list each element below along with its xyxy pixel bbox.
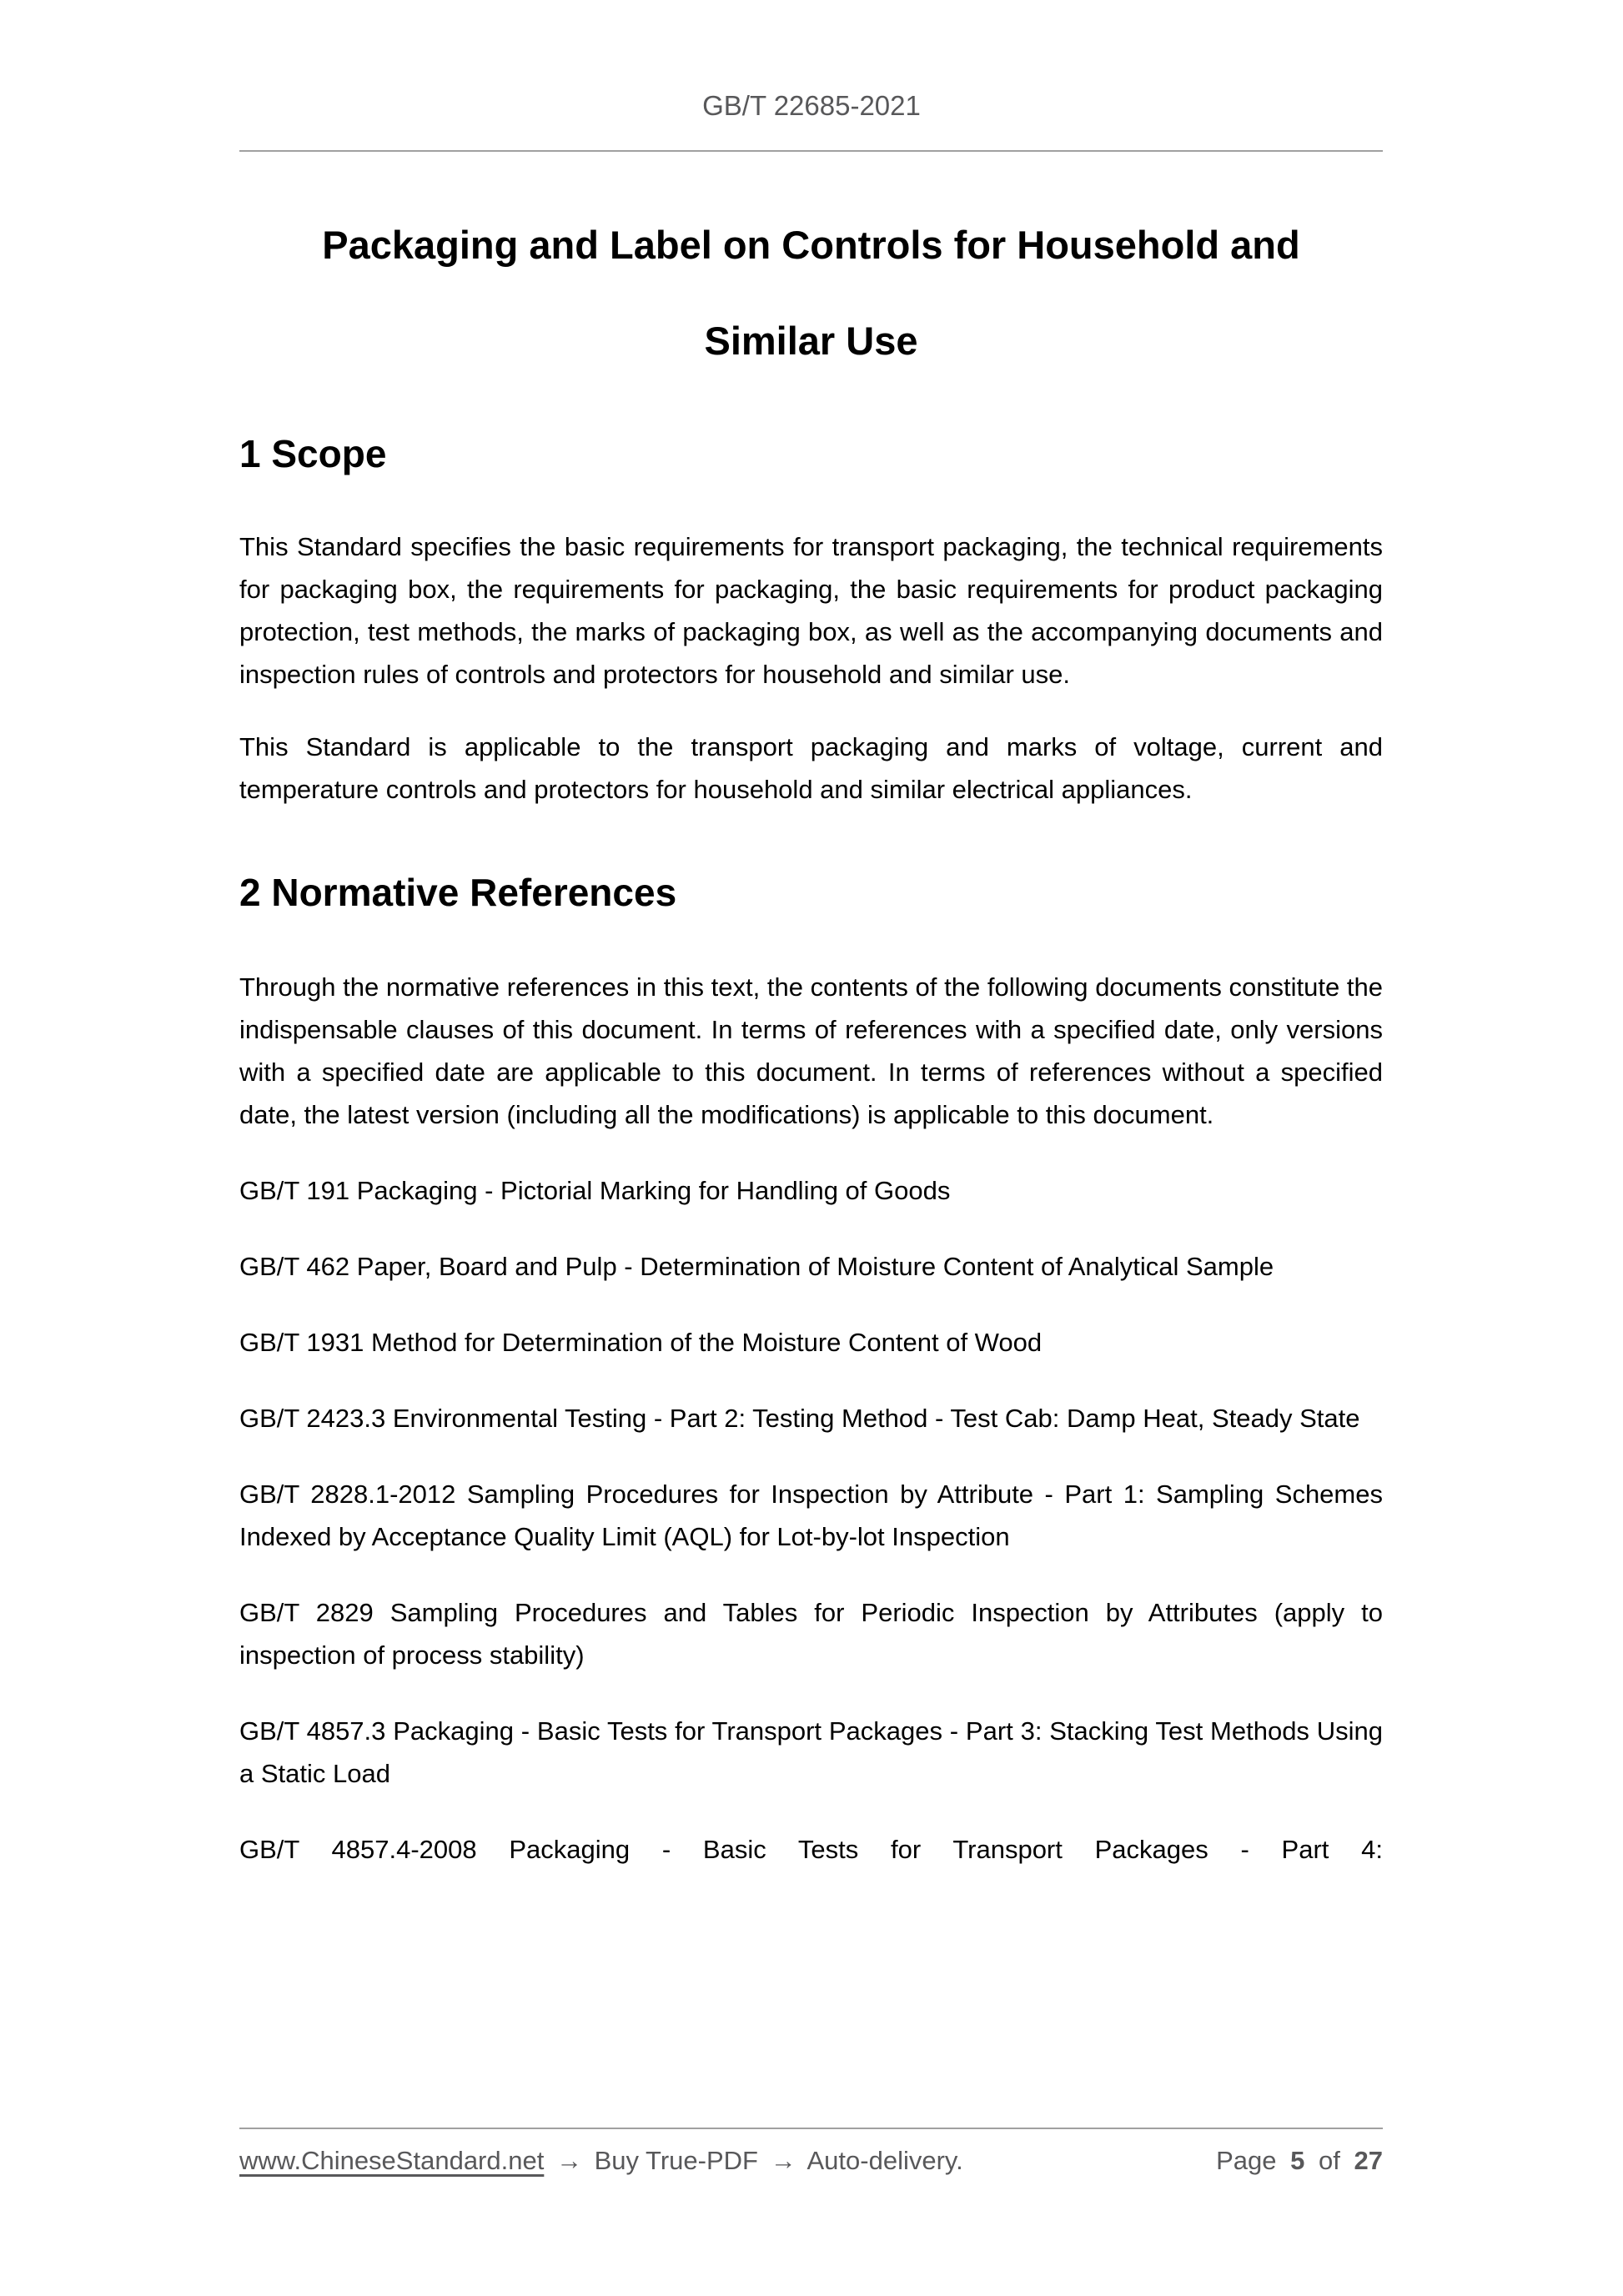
reference-item-continued: GB/T 4857.4-2008 Packaging - Basic Tests for Transport Packages - Part 4:	[239, 1835, 1383, 1864]
reference-item: GB/T 2828.1-2012 Sampling Procedures for Inspection by Attribute - Part 1: Sampling Schemes Indexed by Acceptance Quality Limit (AQL) for Lot-by-lot Inspection	[239, 1480, 1383, 1551]
reference-item: GB/T 191 Packaging - Pictorial Marking for Handling of Goods	[239, 1176, 951, 1205]
page-title	[239, 197, 1383, 389]
header-rule	[239, 150, 1383, 152]
section-heading-scope: 1 Scope	[239, 432, 387, 475]
footer-buy-label: Buy True-PDF	[594, 2146, 758, 2175]
reference-item: GB/T 1931 Method for Determination of the Moisture Content of Wood	[239, 1328, 1043, 1357]
reference-item: GB/T 4857.3 Packaging - Basic Tests for Transport Packages - Part 3: Stacking Test Methods Using a Static Load	[239, 1716, 1383, 1788]
page-footer	[239, 2145, 1383, 2177]
footer-delivery-label: Auto-delivery.	[806, 2146, 963, 2175]
page-content	[239, 197, 1383, 1871]
footer-left	[239, 2145, 963, 2177]
reference-item: GB/T 2829 Sampling Procedures and Tables for Periodic Inspection by Attributes (apply to inspection of process stability)	[239, 1598, 1383, 1670]
total-pages-number: 27	[1354, 2146, 1383, 2175]
section-heading-normative-references: 2 Normative References	[239, 871, 677, 914]
scope-paragraph-1: This Standard specifies the basic requirements for transport packaging, the technical requirements for packaging box, the requirements for packaging, the basic requirements for product packaging protection, test methods, the marks of packaging box, as well as the accompanying documents and inspection rules of controls and protectors for household and similar use.	[239, 532, 1383, 689]
reference-item: GB/T 2423.3 Environmental Testing - Part 2: Testing Method - Test Cab: Damp Heat, Steady State	[239, 1404, 1360, 1433]
page-label: Page	[1216, 2146, 1277, 2175]
normative-intro-paragraph: Through the normative references in this text, the contents of the following documents constitute the indispensable clauses of this document. In terms of references with a specified date, only versions with a specified date are applicable to this document. In terms of references without a specified date, the latest version (including all the modifications) is applicable to this document.	[239, 972, 1383, 1129]
site-link[interactable]: www.ChineseStandard.net	[239, 2146, 545, 2175]
current-page-number: 5	[1290, 2146, 1305, 2175]
page-title-line-1: Packaging and Label on Controls for Household and	[322, 223, 1300, 267]
scope-paragraph-2: This Standard is applicable to the transport packaging and marks of voltage, current and temperature controls and protectors for household and similar electrical appliances.	[239, 732, 1383, 804]
footer-rule	[239, 2128, 1383, 2129]
page-indicator	[1216, 2145, 1383, 2177]
of-label: of	[1319, 2146, 1340, 2175]
reference-item: GB/T 462 Paper, Board and Pulp - Determination of Moisture Content of Analytical Sample	[239, 1252, 1274, 1281]
doc-number: GB/T 22685-2021	[702, 90, 921, 121]
arrow-right-icon: →	[770, 2146, 796, 2175]
arrow-right-icon: →	[555, 2146, 582, 2175]
page-title-line-2: Similar Use	[704, 319, 918, 363]
